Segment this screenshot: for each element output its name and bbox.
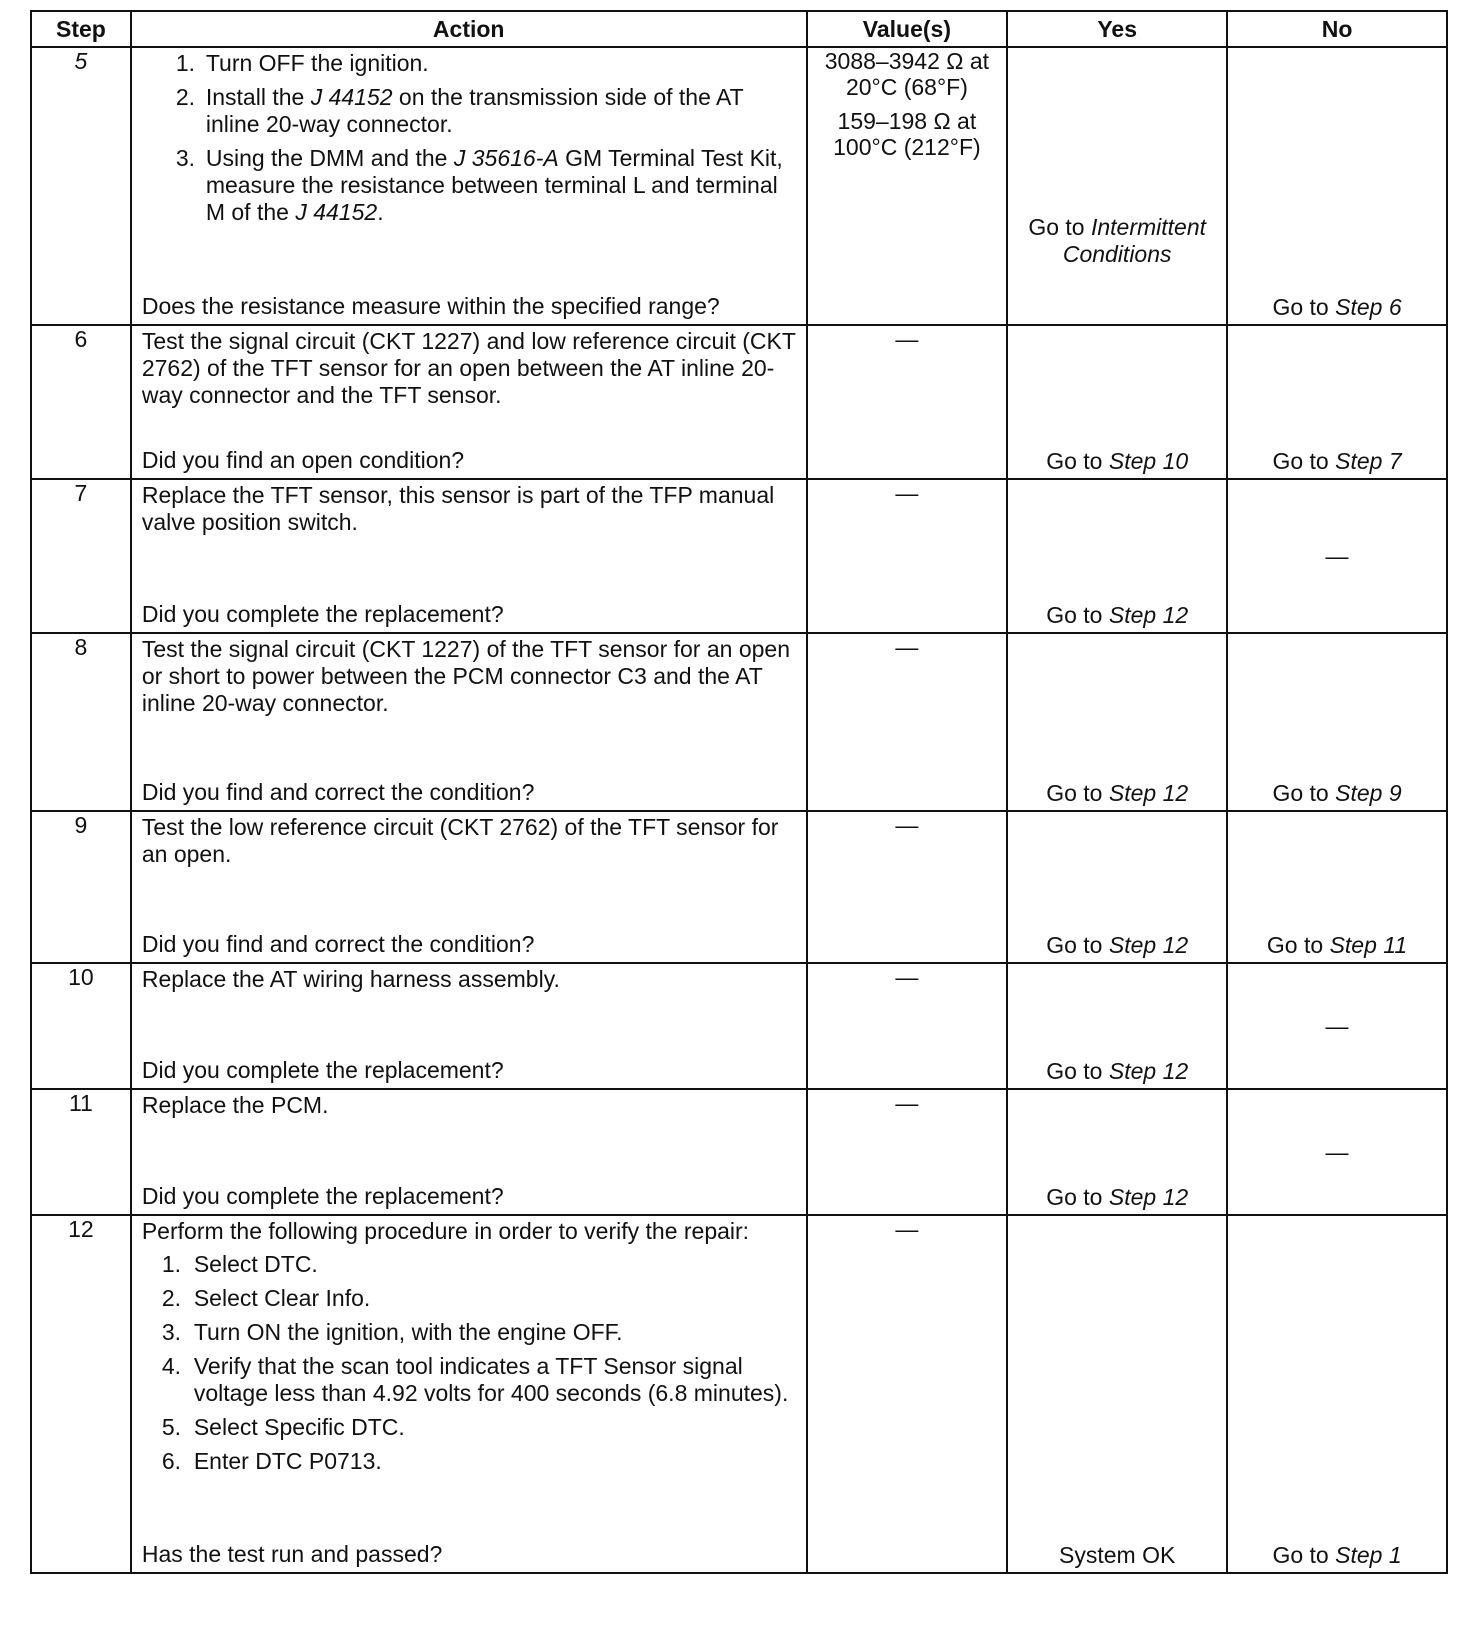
no-outcome: Go to Step 9 (1272, 780, 1402, 806)
tool-reference: J 35616-A (453, 145, 559, 171)
yes-outcome: Go to Step 12 (1046, 1058, 1189, 1084)
list-item: 2. Install the J 44152 on the transmission side of the AT inline 20-way connector. (175, 84, 744, 137)
action-question: Did you find and correct the condition? (141, 931, 535, 957)
step-10-link[interactable]: Step 10 (1108, 448, 1189, 474)
diagnostic-table (30, 10, 1448, 1574)
value-range-20c: 3088–3942 Ω at 20°C (68°F) (824, 48, 990, 100)
no-cell: — (1227, 963, 1447, 1089)
table-row (31, 633, 1447, 811)
yes-cell (1007, 1215, 1227, 1573)
action-text: Replace the AT wiring harness assembly. (141, 966, 560, 992)
action-intro: Perform the following procedure in order to verify the repair: (141, 1218, 750, 1244)
no-cell (1227, 633, 1447, 811)
action-question: Did you find an open condition? (141, 447, 465, 473)
table-row (31, 479, 1447, 633)
step-12-link[interactable]: Step 12 (1108, 1058, 1189, 1084)
yes-cell (1007, 1089, 1227, 1215)
no-cell (1227, 325, 1447, 479)
step-12-link[interactable]: Step 12 (1108, 780, 1189, 806)
no-outcome: Go to Step 1 (1272, 1542, 1402, 1568)
table-row (31, 47, 1447, 325)
step-number: 5 (31, 47, 131, 325)
yes-outcome: Go to Step 12 (1046, 602, 1189, 628)
action-steps-list (142, 50, 796, 226)
action-question: Does the resistance measure within the specified range? (141, 293, 720, 319)
step-number: 8 (31, 633, 131, 811)
action-question: Did you find and correct the condition? (141, 779, 535, 805)
yes-outcome: Go to Intermittent Conditions (1028, 214, 1207, 267)
tool-reference: J 44152 (310, 84, 393, 110)
value-cell (807, 47, 1008, 325)
yes-cell (1007, 963, 1227, 1089)
value-cell: — (807, 1215, 1008, 1573)
intermittent-conditions-link[interactable]: Intermittent Conditions (1062, 214, 1207, 267)
action-cell (131, 1089, 807, 1215)
step-number: 9 (31, 811, 131, 963)
action-cell (131, 325, 807, 479)
value-cell: — (807, 1089, 1008, 1215)
no-cell (1227, 811, 1447, 963)
list-item: 3. Turn ON the ignition, with the engine OFF. (161, 1319, 623, 1345)
list-item: 2. Select Clear Info. (161, 1285, 371, 1311)
yes-outcome: Go to Step 12 (1046, 932, 1189, 958)
action-cell (131, 47, 807, 325)
table-row (31, 963, 1447, 1089)
step-12-link[interactable]: Step 12 (1108, 932, 1189, 958)
tool-reference: J 44152 (295, 199, 378, 225)
yes-cell (1007, 479, 1227, 633)
action-cell (131, 633, 807, 811)
header-action: Action (131, 11, 807, 47)
step-12-link[interactable]: Step 12 (1108, 1184, 1189, 1210)
no-outcome: Go to Step 7 (1272, 448, 1402, 474)
action-question: Did you complete the replacement? (141, 601, 504, 627)
action-text: Test the signal circuit (CKT 1227) of the TFT sensor for an open or short to power between the PCM connector C3 and the AT inline 20-way connector. (141, 636, 790, 716)
no-cell: — (1227, 1089, 1447, 1215)
yes-cell (1007, 325, 1227, 479)
step-6-link[interactable]: Step 6 (1335, 294, 1402, 320)
value-range-100c: 159–198 Ω at 100°C (212°F) (833, 108, 981, 160)
action-cell (131, 479, 807, 633)
action-question: Has the test run and passed? (141, 1541, 443, 1567)
action-question: Did you complete the replacement? (141, 1057, 504, 1083)
value-cell: — (807, 963, 1008, 1089)
yes-cell (1007, 811, 1227, 963)
no-cell (1227, 47, 1447, 325)
step-number: 6 (31, 325, 131, 479)
yes-cell (1007, 47, 1227, 325)
action-text: Replace the TFT sensor, this sensor is part of the TFP manual valve position switch. (141, 482, 775, 535)
table-row (31, 325, 1447, 479)
step-11-link[interactable]: Step 11 (1329, 932, 1408, 958)
list-item: 1. Turn OFF the ignition. (175, 50, 429, 76)
yes-outcome: Go to Step 12 (1046, 780, 1189, 806)
header-values: Value(s) (807, 11, 1008, 47)
list-item: 5. Select Specific DTC. (161, 1414, 405, 1440)
list-item: 4. Verify that the scan tool indicates a TFT Sensor signal voltage less than 4.92 volts for 400 seconds (6.8 minutes). (161, 1353, 789, 1406)
header-yes: Yes (1007, 11, 1227, 47)
yes-cell (1007, 633, 1227, 811)
action-cell (131, 963, 807, 1089)
action-cell (131, 811, 807, 963)
header-step: Step (31, 11, 131, 47)
step-number: 10 (31, 963, 131, 1089)
action-text: Replace the PCM. (141, 1092, 329, 1118)
list-item: 3. Using the DMM and the J 35616-A GM Terminal Test Kit, measure the resistance between terminal L and terminal M of the J 44152. (175, 145, 783, 225)
step-number: 11 (31, 1089, 131, 1215)
no-cell (1227, 1215, 1447, 1573)
action-question: Did you complete the replacement? (141, 1183, 504, 1209)
action-steps-list (142, 1251, 796, 1475)
step-number: 7 (31, 479, 131, 633)
system-ok-text: System OK (1059, 1542, 1176, 1568)
step-9-link[interactable]: Step 9 (1335, 780, 1402, 806)
action-text: Test the low reference circuit (CKT 2762) of the TFT sensor for an open. (141, 814, 779, 867)
no-outcome: Go to Step 6 (1272, 294, 1402, 320)
action-text: Test the signal circuit (CKT 1227) and low reference circuit (CKT 2762) of the TFT sensor for an open between the AT inline 20-way connector and the TFT sensor. (141, 328, 796, 408)
diagnostic-table-container (30, 10, 1448, 1574)
table-row (31, 1215, 1447, 1573)
no-cell: — (1227, 479, 1447, 633)
yes-outcome: Go to Step 10 (1046, 448, 1189, 474)
value-cell: — (807, 479, 1008, 633)
value-cell: — (807, 325, 1008, 479)
value-cell: — (807, 811, 1008, 963)
step-1-link[interactable]: Step 1 (1335, 1542, 1402, 1568)
yes-outcome (1008, 1216, 1226, 1572)
table-header-row (31, 11, 1447, 47)
list-item: 1. Select DTC. (161, 1251, 318, 1277)
yes-outcome: Go to Step 12 (1046, 1184, 1189, 1210)
list-item: 6. Enter DTC P0713. (161, 1448, 382, 1474)
table-row (31, 1089, 1447, 1215)
value-cell: — (807, 633, 1008, 811)
step-number: 12 (31, 1215, 131, 1573)
no-outcome: Go to Step 11 (1266, 932, 1408, 958)
table-row (31, 811, 1447, 963)
header-no: No (1227, 11, 1447, 47)
step-12-link[interactable]: Step 12 (1108, 602, 1189, 628)
action-cell (131, 1215, 807, 1573)
step-7-link[interactable]: Step 7 (1335, 448, 1402, 474)
